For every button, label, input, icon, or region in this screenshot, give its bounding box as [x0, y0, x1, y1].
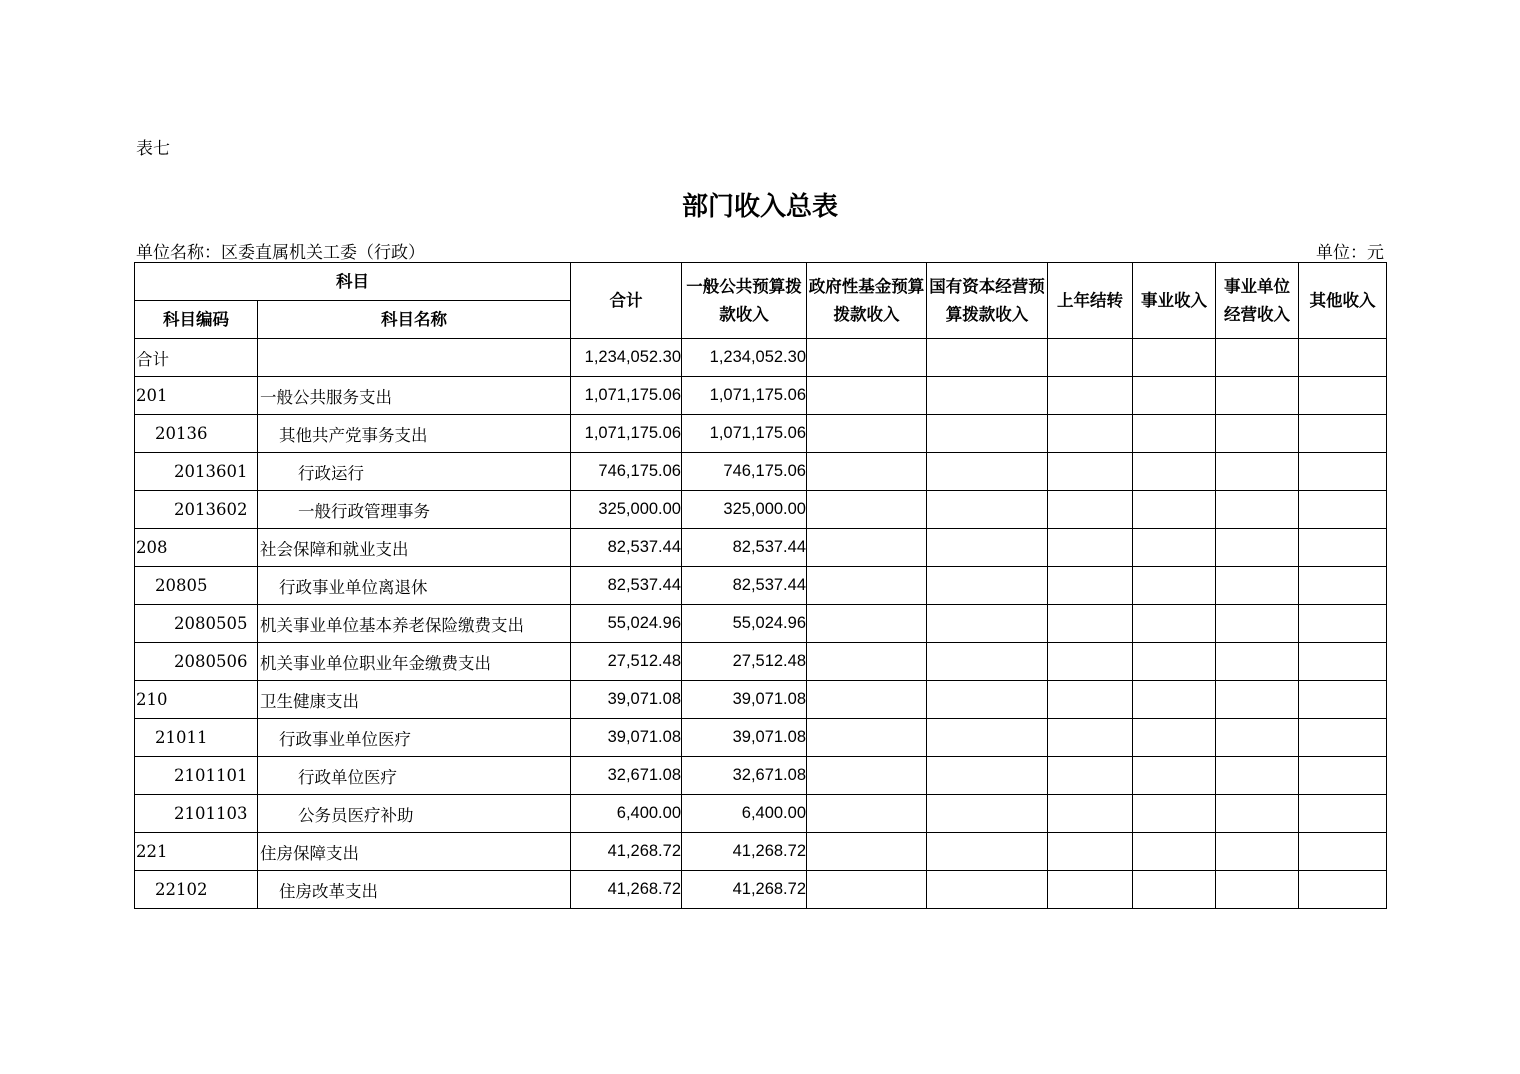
cell-carryover [1048, 681, 1133, 719]
cell-operating-income [1216, 833, 1299, 871]
cell-business-income [1133, 415, 1216, 453]
cell-general-budget: 82,537.44 [682, 567, 807, 605]
cell-other-income [1299, 529, 1387, 567]
cell-name: 社会保障和就业支出 [258, 529, 571, 567]
table-row [135, 605, 1387, 643]
table-number-label: 表七 [136, 139, 170, 159]
cell-other-income [1299, 491, 1387, 529]
cell-name: 一般行政管理事务 [258, 491, 571, 529]
cell-name: 其他共产党事务支出 [258, 415, 571, 453]
cell-name: 机关事业单位职业年金缴费支出 [258, 643, 571, 681]
table-row [135, 643, 1387, 681]
cell-name: 卫生健康支出 [258, 681, 571, 719]
cell-business-income [1133, 605, 1216, 643]
cell-total: 39,071.08 [571, 719, 682, 757]
cell-operating-income [1216, 529, 1299, 567]
cell-state-capital [927, 453, 1048, 491]
cell-gov-fund [807, 491, 927, 529]
cell-general-budget: 32,671.08 [682, 757, 807, 795]
cell-operating-income [1216, 377, 1299, 415]
cell-other-income [1299, 681, 1387, 719]
table-row [135, 757, 1387, 795]
cell-state-capital [927, 567, 1048, 605]
cell-business-income [1133, 529, 1216, 567]
table-row [135, 719, 1387, 757]
cell-state-capital [927, 643, 1048, 681]
cell-name: 行政事业单位离退休 [258, 567, 571, 605]
cell-business-income [1133, 757, 1216, 795]
cell-carryover [1048, 377, 1133, 415]
cell-operating-income [1216, 567, 1299, 605]
cell-gov-fund [807, 643, 927, 681]
cell-gov-fund [807, 795, 927, 833]
cell-name: 行政事业单位医疗 [258, 719, 571, 757]
cell-business-income [1133, 567, 1216, 605]
cell-name: 行政单位医疗 [258, 757, 571, 795]
header-other-income: 其他收入 [1299, 263, 1387, 339]
cell-total: 746,175.06 [571, 453, 682, 491]
cell-code: 221 [135, 833, 258, 871]
cell-general-budget: 1,071,175.06 [682, 377, 807, 415]
cell-code: 2101101 [135, 757, 258, 795]
cell-gov-fund [807, 453, 927, 491]
cell-state-capital [927, 529, 1048, 567]
cell-operating-income [1216, 491, 1299, 529]
table-row [135, 871, 1387, 909]
cell-total: 1,234,052.30 [571, 339, 682, 377]
cell-total: 41,268.72 [571, 833, 682, 871]
header-business-income: 事业收入 [1133, 263, 1216, 339]
cell-carryover [1048, 567, 1133, 605]
cell-general-budget: 39,071.08 [682, 719, 807, 757]
cell-name: 行政运行 [258, 453, 571, 491]
cell-state-capital [927, 871, 1048, 909]
cell-general-budget: 746,175.06 [682, 453, 807, 491]
table-row [135, 681, 1387, 719]
cell-total: 32,671.08 [571, 757, 682, 795]
cell-other-income [1299, 339, 1387, 377]
cell-total: 82,537.44 [571, 529, 682, 567]
table-body [135, 339, 1387, 909]
cell-business-income [1133, 453, 1216, 491]
cell-business-income [1133, 491, 1216, 529]
cell-state-capital [927, 757, 1048, 795]
cell-other-income [1299, 377, 1387, 415]
header-code: 科目编码 [135, 301, 258, 339]
header-gov-fund: 政府性基金预算拨款收入 [807, 263, 927, 339]
table-row [135, 491, 1387, 529]
cell-operating-income [1216, 453, 1299, 491]
cell-total: 41,268.72 [571, 871, 682, 909]
cell-business-income [1133, 681, 1216, 719]
cell-operating-income [1216, 681, 1299, 719]
table-row [135, 415, 1387, 453]
cell-state-capital [927, 491, 1048, 529]
cell-other-income [1299, 453, 1387, 491]
cell-carryover [1048, 339, 1133, 377]
cell-general-budget: 82,537.44 [682, 529, 807, 567]
cell-state-capital [927, 377, 1048, 415]
cell-code: 2080505 [135, 605, 258, 643]
cell-carryover [1048, 491, 1133, 529]
cell-name [258, 339, 571, 377]
cell-gov-fund [807, 719, 927, 757]
cell-total: 1,071,175.06 [571, 377, 682, 415]
cell-code: 201 [135, 377, 258, 415]
table-row [135, 567, 1387, 605]
cell-name: 公务员医疗补助 [258, 795, 571, 833]
cell-gov-fund [807, 605, 927, 643]
cell-carryover [1048, 453, 1133, 491]
cell-carryover [1048, 871, 1133, 909]
cell-carryover [1048, 529, 1133, 567]
cell-state-capital [927, 795, 1048, 833]
cell-operating-income [1216, 605, 1299, 643]
cell-state-capital [927, 339, 1048, 377]
cell-general-budget: 41,268.72 [682, 833, 807, 871]
cell-general-budget: 6,400.00 [682, 795, 807, 833]
cell-general-budget: 39,071.08 [682, 681, 807, 719]
header-state-capital: 国有资本经营预算拨款收入 [927, 263, 1048, 339]
cell-name: 机关事业单位基本养老保险缴费支出 [258, 605, 571, 643]
cell-code: 合计 [135, 339, 258, 377]
cell-state-capital [927, 605, 1048, 643]
cell-operating-income [1216, 757, 1299, 795]
page-title: 部门收入总表 [681, 192, 838, 222]
cell-gov-fund [807, 415, 927, 453]
table-row [135, 339, 1387, 377]
cell-business-income [1133, 643, 1216, 681]
cell-total: 27,512.48 [571, 643, 682, 681]
cell-name: 一般公共服务支出 [258, 377, 571, 415]
cell-other-income [1299, 871, 1387, 909]
cell-code: 2080506 [135, 643, 258, 681]
cell-other-income [1299, 605, 1387, 643]
cell-business-income [1133, 719, 1216, 757]
cell-code: 20136 [135, 415, 258, 453]
cell-operating-income [1216, 415, 1299, 453]
cell-code: 21011 [135, 719, 258, 757]
cell-business-income [1133, 871, 1216, 909]
cell-operating-income [1216, 719, 1299, 757]
cell-gov-fund [807, 833, 927, 871]
cell-carryover [1048, 605, 1133, 643]
cell-other-income [1299, 643, 1387, 681]
header-carryover: 上年结转 [1048, 263, 1133, 339]
table-row [135, 529, 1387, 567]
cell-state-capital [927, 681, 1048, 719]
cell-other-income [1299, 719, 1387, 757]
header-operating-income: 事业单位经营收入 [1216, 263, 1299, 339]
cell-operating-income [1216, 871, 1299, 909]
cell-carryover [1048, 833, 1133, 871]
cell-carryover [1048, 719, 1133, 757]
table-row [135, 833, 1387, 871]
header-name: 科目名称 [258, 301, 571, 339]
cell-general-budget: 325,000.00 [682, 491, 807, 529]
header-total: 合计 [571, 263, 682, 339]
income-summary-table [134, 262, 1387, 909]
cell-gov-fund [807, 757, 927, 795]
cell-business-income [1133, 339, 1216, 377]
cell-business-income [1133, 795, 1216, 833]
table-row [135, 795, 1387, 833]
cell-carryover [1048, 757, 1133, 795]
cell-general-budget: 1,234,052.30 [682, 339, 807, 377]
cell-gov-fund [807, 377, 927, 415]
cell-general-budget: 27,512.48 [682, 643, 807, 681]
cell-carryover [1048, 643, 1133, 681]
cell-code: 2013601 [135, 453, 258, 491]
cell-code: 2101103 [135, 795, 258, 833]
cell-total: 325,000.00 [571, 491, 682, 529]
cell-operating-income [1216, 339, 1299, 377]
cell-gov-fund [807, 681, 927, 719]
cell-code: 208 [135, 529, 258, 567]
cell-code: 210 [135, 681, 258, 719]
cell-business-income [1133, 377, 1216, 415]
cell-general-budget: 55,024.96 [682, 605, 807, 643]
cell-name: 住房改革支出 [258, 871, 571, 909]
cell-other-income [1299, 833, 1387, 871]
cell-state-capital [927, 833, 1048, 871]
cell-code: 2013602 [135, 491, 258, 529]
cell-code: 22102 [135, 871, 258, 909]
cell-gov-fund [807, 871, 927, 909]
cell-state-capital [927, 719, 1048, 757]
cell-other-income [1299, 567, 1387, 605]
cell-total: 6,400.00 [571, 795, 682, 833]
currency-unit: 单位：元 [1316, 243, 1384, 263]
cell-carryover [1048, 415, 1133, 453]
cell-code: 20805 [135, 567, 258, 605]
cell-total: 39,071.08 [571, 681, 682, 719]
cell-carryover [1048, 795, 1133, 833]
cell-total: 82,537.44 [571, 567, 682, 605]
cell-gov-fund [807, 529, 927, 567]
header-subject: 科目 [135, 263, 571, 301]
cell-other-income [1299, 795, 1387, 833]
cell-operating-income [1216, 643, 1299, 681]
cell-other-income [1299, 757, 1387, 795]
unit-name: 单位名称：区委直属机关工委（行政） [136, 243, 425, 263]
cell-name: 住房保障支出 [258, 833, 571, 871]
cell-general-budget: 1,071,175.06 [682, 415, 807, 453]
cell-general-budget: 41,268.72 [682, 871, 807, 909]
cell-total: 55,024.96 [571, 605, 682, 643]
table-row [135, 377, 1387, 415]
cell-operating-income [1216, 795, 1299, 833]
cell-gov-fund [807, 339, 927, 377]
cell-other-income [1299, 415, 1387, 453]
header-general-budget: 一般公共预算拨款收入 [682, 263, 807, 339]
table-row [135, 453, 1387, 491]
cell-total: 1,071,175.06 [571, 415, 682, 453]
cell-state-capital [927, 415, 1048, 453]
cell-business-income [1133, 833, 1216, 871]
cell-gov-fund [807, 567, 927, 605]
